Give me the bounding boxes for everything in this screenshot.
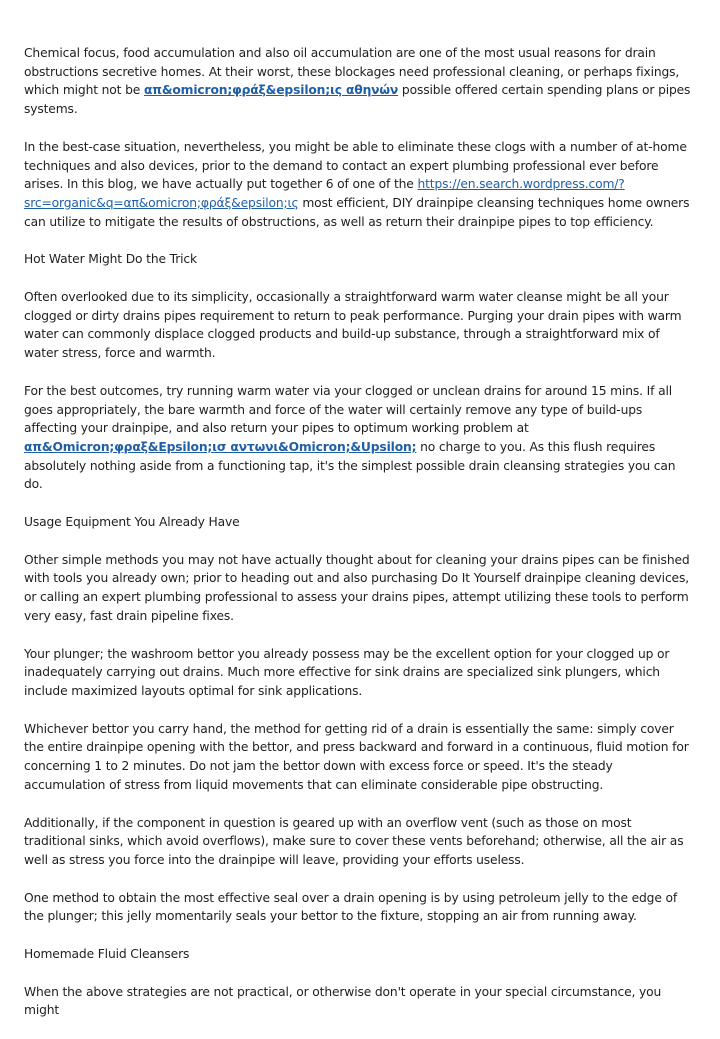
- paragraph-text: no charge to you. As this flush requires absolutely nothing aside from a functioning tap, it's the simplest possible drain cleansing strategies you can do.: [24, 439, 676, 492]
- paragraph-cleansers: When the above strategies are not practical, or otherwise don't operate in your special circumstance, you might: [24, 984, 662, 1018]
- paragraph-best-case: [24, 138, 696, 232]
- drain-unclogging-athens-link[interactable]: απ&omicron;φράξ&epsilon;ις αθηνών: [143, 83, 399, 98]
- paragraph-overflow-vent: Additionally, if the component in question is geared up with an overflow vent (such as those on most traditional sinks, which avoid overflows), make sure to cover these vents beforehand; otherwise, all the air as well as stress you force into the drainpipe will leave, providing your efforts useless.: [24, 815, 684, 867]
- paragraph-plunger: Your plunger; the washroom bettor you already possess may be the excellent option for your clogged up or inadequately carrying out drains. Much more effective for sink drains are specialized sink plungers, which include maximized layouts optimal for sink applications.: [24, 646, 670, 698]
- document-body: [24, 44, 696, 1039]
- paragraph-petroleum-jelly: One method to obtain the most effective seal over a drain opening is by using petroleum jelly to the edge of the plunger; this jelly momentarily seals your bettor to the fixture, stopping an air from running away.: [24, 890, 678, 924]
- section-heading-cleansers: Homemade Fluid Cleansers: [24, 947, 190, 962]
- paragraph-bettor-method: Whichever bettor you carry hand, the method for getting rid of a drain is essentially the same: simply cover the entire drainpipe opening with the bettor, and press backward and forward in a continuous, fluid motion for concerning 1 to 2 minutes. Do not jam the bettor down with excess force or speed. It's the steady accumulation of stress from liquid movements that can eliminate considerable pipe obstructing.: [24, 721, 689, 792]
- paragraph-best-outcomes: [24, 382, 696, 494]
- paragraph-text: possible offered certain spending plans or pipes systems.: [24, 83, 691, 117]
- paragraph-text: In the best-case situation, nevertheless, you might be able to eliminate these clogs with a number of at-home techniques and also devices, prior to the demand to contact an expert plumbing professional ever before arises. In this blog, we have actually put together 6 of one of the: [24, 139, 687, 192]
- section-heading-hot-water: Hot Water Might Do the Trick: [24, 252, 197, 267]
- paragraph-text: Chemical focus, food accumulation and also oil accumulation are one of the most usual reasons for drain obstructions secretive homes. At their worst, these blockages need professional cleaning, or perhaps fixings, which might not be: [24, 46, 680, 98]
- paragraph-intro: [24, 44, 696, 119]
- paragraph-text: For the best outcomes, try running warm water via your clogged or unclean drains for around 15 mins. If all goes appropriately, the bare warmth and force of the water will certainly remove any type of build-ups affecting your drainpipe, and also return your pipes to optimum working problem at: [24, 383, 672, 436]
- wordpress-search-link[interactable]: https://en.search.wordpress.com/?src=organic&q=απ&omicron;φράξ&epsilon;ις: [24, 177, 625, 210]
- drain-unclogging-antoniou-link[interactable]: απ&Omicron;φραξ&Epsilon;ισ αντωνι&Omicron;&Upsilon;: [24, 439, 417, 454]
- paragraph-simple-methods: Other simple methods you may not have actually thought about for cleaning your drains pipes can be finished with tools you already own; prior to heading out and also purchasing Do It Yourself drainpipe cleaning devices, or calling an expert plumbing professional to assess your drains pipes, attempt utilizing these tools to perform very easy, fast drain pipeline fixes.: [24, 552, 690, 623]
- section-heading-equipment: Usage Equipment You Already Have: [24, 515, 240, 530]
- paragraph-text: most efficient, DIY drainpipe cleansing techniques home owners can utilize to mitigate the results of obstructions, as well as return their drainpipe pipes to top efficiency.: [24, 195, 690, 229]
- paragraph-hot-water: Often overlooked due to its simplicity, occasionally a straightforward warm water cleanse might be all your clogged or dirty drains pipes requirement to return to peak performance. Purging your drain pipes with warm water can commonly displace clogged products and build-up substance, through a straightforward mix of water stress, force and warmth.: [24, 290, 682, 361]
